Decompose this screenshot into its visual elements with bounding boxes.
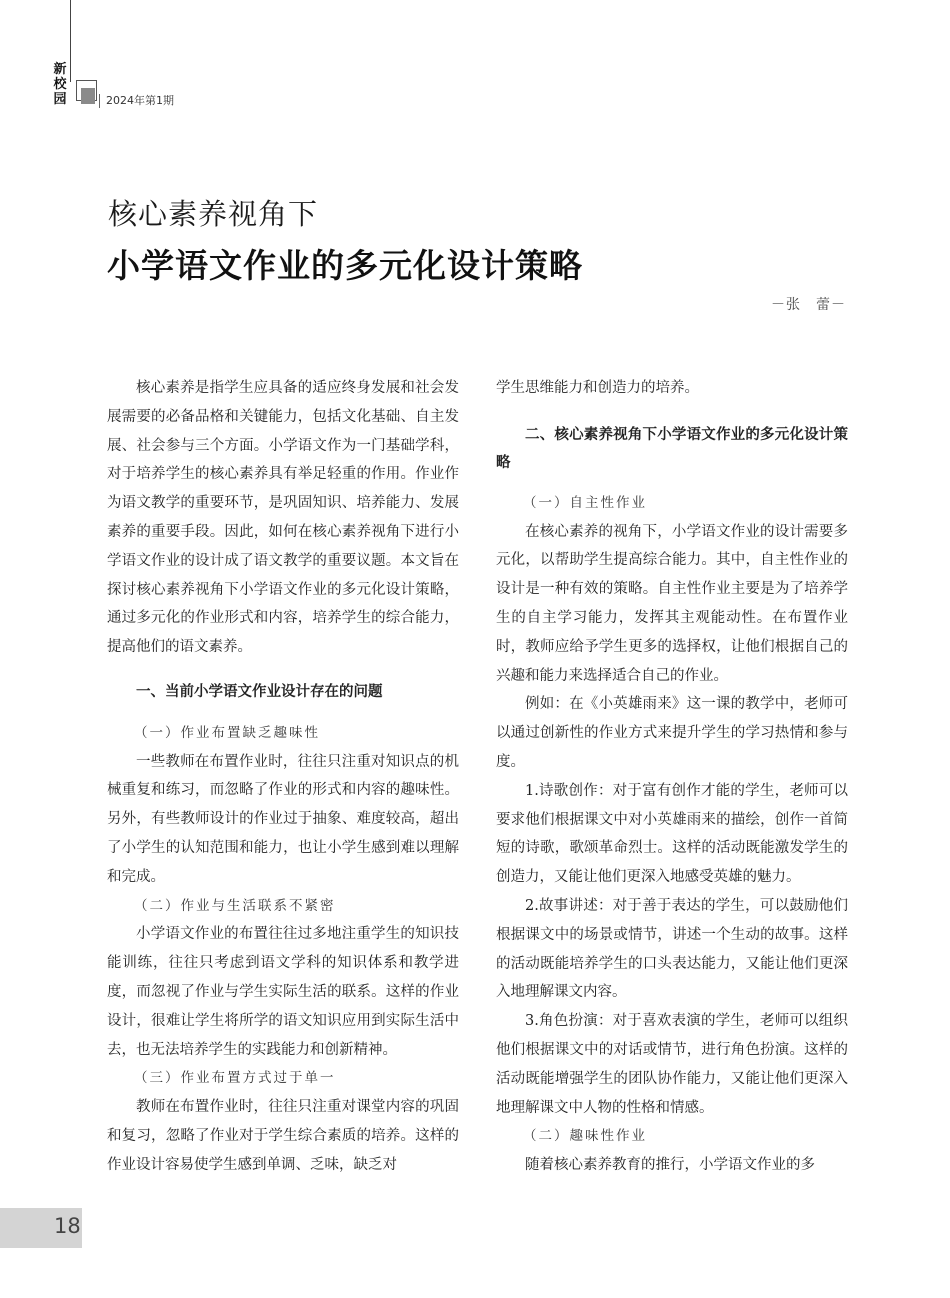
list-item: 3.角色扮演：对于喜欢表演的学生，老师可以组织他们根据课文中的对话或情节，进行角色扮演。这样的活动既能增强学生的团队协作能力，又能让他们更深入地理解课文中人物的性格和情感。 [496, 1013, 848, 1116]
subsection-heading: （一）自主性作业 [523, 494, 647, 511]
left-column [107, 374, 459, 1180]
body-paragraph: 教师在布置作业时，往往只注重对课堂内容的巩固和复习，忽略了作业对于学生综合素质的培养。这样的作业设计容易使学生感到单调、乏味，缺乏对 [107, 1099, 459, 1173]
article-title-line2: 小学语文作业的多元化设计策略 [107, 246, 583, 285]
list-item: 1.诗歌创作：对于富有创作才能的学生，老师可以要求他们根据课文中对小英雄雨来的描绘，创作一首简短的诗歌，歌颂革命烈士。这样的活动既能激发学生的创造力，又能让他们更深入地感受英雄的魅力。 [496, 782, 848, 886]
section-heading: 二、核心素养视角下小学语文作业的多元化设计策略 [496, 426, 848, 471]
subsection-heading: （二）趣味性作业 [523, 1128, 647, 1145]
masthead-square-fill [81, 88, 95, 104]
issue-divider [99, 94, 100, 108]
body-paragraph: 一些教师在布置作业时，往往只注重对知识点的机械重复和练习，而忽略了作业的形式和内容的趣味性。另外，有些教师设计的作业过于抽象、难度较高，超出了小学生的认知范围和能力，也让小学生感到难以理解和完成。 [107, 753, 459, 885]
page-number: 18 [54, 1214, 81, 1238]
body-paragraph: 在核心素养的视角下，小学语文作业的设计需要多元化，以帮助学生提高综合能力。其中，自主性作业的设计是一种有效的策略。自主性作业主要是为了培养学生的自主学习能力，发挥其主观能动性。在布置作业时，教师应给予学生更多的选择权，让他们根据自己的兴趣和能力来选择适合自己的作业。 [496, 523, 848, 684]
journal-name [52, 62, 68, 107]
journal-name-char: 校 [53, 77, 67, 92]
body-paragraph: 学生思维能力和创造力的培养。 [496, 380, 699, 396]
body-paragraph: 例如：在《小英雄雨来》这一课的教学中，老师可以通过创新性的作业方式来提升学生的学习热情和参与度。 [496, 696, 848, 770]
body-paragraph: 随着核心素养教育的推行，小学语文作业的多 [525, 1157, 815, 1174]
journal-name-char: 园 [53, 92, 67, 107]
section-heading: 一、当前小学语文作业设计存在的问题 [136, 683, 383, 700]
list-item: 2.故事讲述：对于善于表达的学生，可以鼓励他们根据课文中的场景或情节，讲述一个生动的故事。这样的活动既能培养学生的口头表达能力，又能让他们更深入地理解课文内容。 [496, 897, 848, 1001]
body-paragraph: 小学语文作业的布置往往过多地注重学生的知识技能训练，往往只考虑到语文学科的知识体系和教学进度，而忽视了作业与学生实际生活的联系。这样的作业设计，很难让学生将所学的语文知识应用到实际生活中去，也无法培养学生的实践能力和创新精神。 [107, 926, 459, 1058]
right-column [496, 374, 848, 1180]
article-title-line1: 核心素养视角下 [108, 197, 319, 231]
subsection-heading: （二）作业与生活联系不紧密 [134, 897, 336, 914]
subsection-heading: （一）作业布置缺乏趣味性 [134, 724, 320, 741]
masthead-rule [70, 0, 71, 82]
issue-label: 2024年第1期 [106, 94, 174, 107]
subsection-heading: （三）作业布置方式过于单一 [134, 1070, 336, 1087]
intro-paragraph: 核心素养是指学生应具备的适应终身发展和社会发展需要的必备品格和关键能力，包括文化基础、自主发展、社会参与三个方面。小学语文作为一门基础学科，对于培养学生的核心素养具有举足轻重的作用。作业作为语文教学的重要环节，是巩固知识、培养能力、发展素养的重要手段。因此，如何在核心素养视角下进行小学语文作业的设计成了语文教学的重要议题。本文旨在探讨核心素养视角下小学语文作业的多元化设计策略，通过多元化的作业形式和内容，培养学生的综合能力，提高他们的语文素养。 [107, 380, 459, 656]
journal-name-char: 新 [53, 62, 67, 77]
author-name: －张 蕾－ [771, 297, 846, 313]
